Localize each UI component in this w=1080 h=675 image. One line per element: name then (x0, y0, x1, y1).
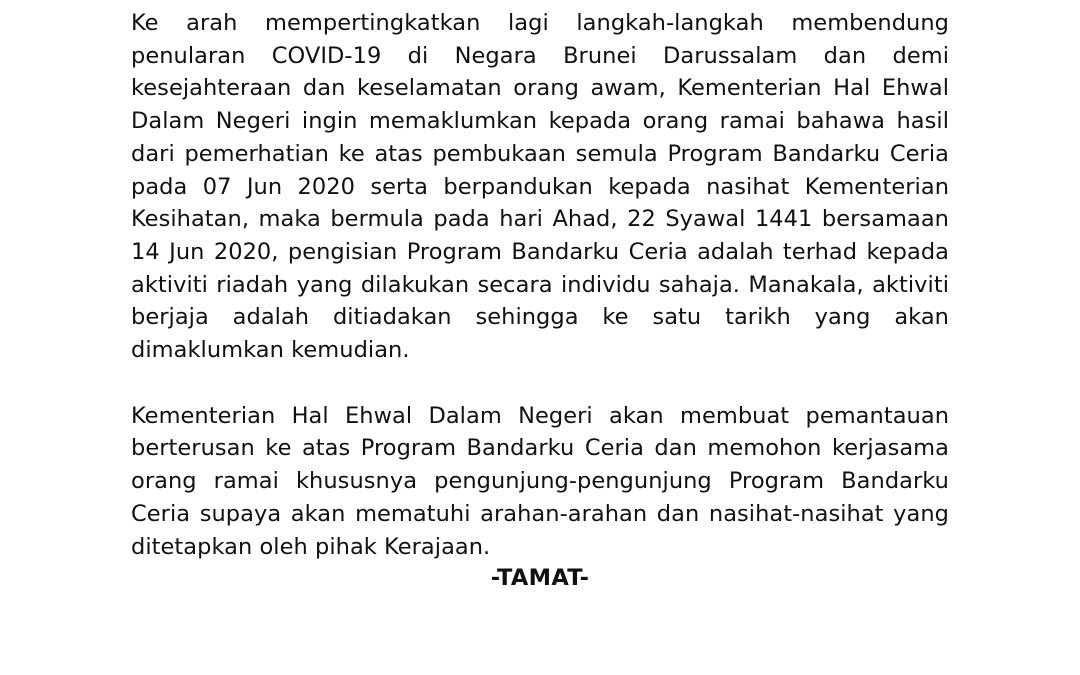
paragraph-announcement: Ke arah mempertingkatkan lagi langkah-langkah membendung penularan COVID-19 di Negara Brunei Darussalam dan demi kesejahteraan dan keselamatan orang awam, Kementerian Hal Ehwal Dalam Negeri ingin memaklumkan kepada orang ramai bahawa hasil dari pemerhatian ke atas pembukaan semula Program Bandarku Ceria pada 07 Jun 2020 serta berpandukan kepada nasihat Kementerian Kesihatan, maka bermula pada hari Ahad, 22 Syawal 1441 bersamaan 14 Jun 2020, pengisian Program Bandarku Ceria adalah terhad kepada aktiviti riadah yang dilakukan secara individu sahaja. Manakala, aktiviti berjaja adalah ditiadakan sehingga ke satu tarikh yang akan dimaklumkan kemudian. (131, 10, 949, 364)
paragraph-monitoring: Kementerian Hal Ehwal Dalam Negeri akan membuat pemantauan berterusan ke atas Program Bandarku Ceria dan memohon kerjasama orang ramai khususnya pengunjung-pengunjung Program Bandarku Ceria supaya akan mematuhi arahan-arahan dan nasihat-nasihat yang ditetapkan oleh pihak Kerajaan. (131, 402, 949, 560)
end-mark: -TAMAT- (490, 565, 590, 591)
document-body (131, 7, 949, 563)
